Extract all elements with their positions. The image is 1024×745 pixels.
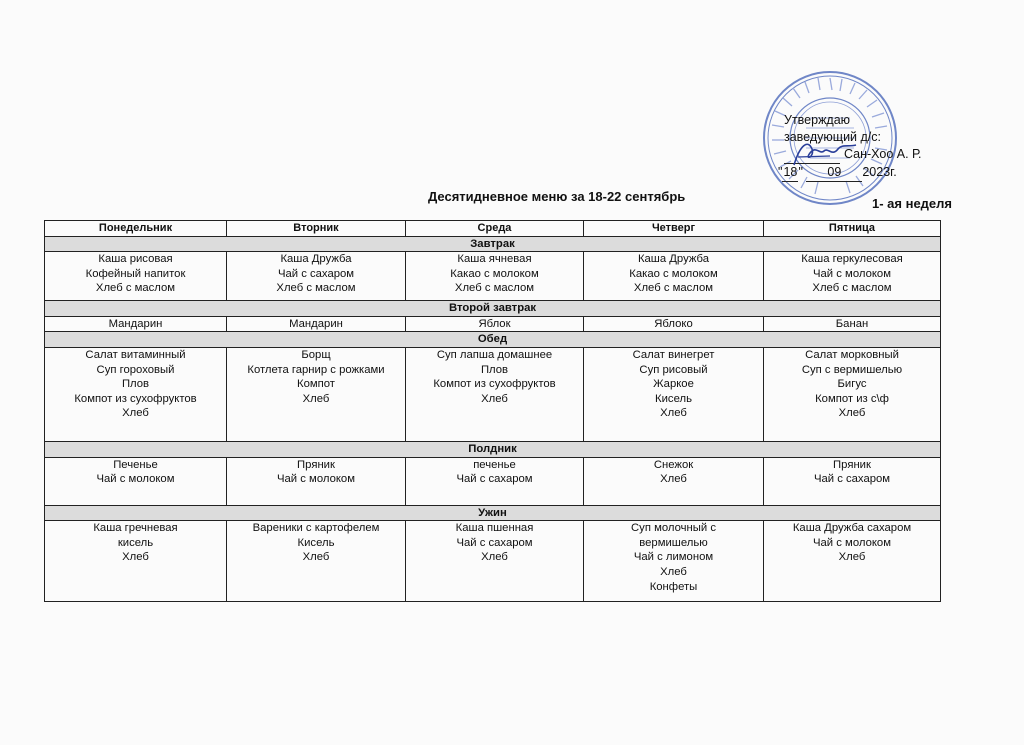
menu-table (44, 220, 941, 602)
menu-body (45, 236, 941, 602)
dish-item: кисель (117, 536, 154, 549)
meal-row (45, 347, 941, 441)
dish-item: Чай с лимоном (633, 551, 714, 564)
dish-item: Хлеб с маслом (454, 282, 535, 295)
dish-item: Чай с сахаром (813, 473, 891, 486)
dish-item: Кисель (655, 392, 692, 405)
dish-item: Какао с молоком (629, 267, 718, 280)
menu-cell-monday (45, 347, 227, 441)
dish-item: вермишелью (639, 536, 708, 549)
menu-cell-wednesday (406, 521, 584, 602)
days-header-row (45, 221, 941, 237)
approval-heading: Утверждаю (784, 113, 851, 127)
dish-item: Бигус (837, 378, 867, 391)
dish-item: Борщ (301, 348, 331, 361)
dish-item: Пряник (297, 458, 335, 471)
dish-item: Хлеб с маслом (633, 282, 714, 295)
section-header-row (45, 441, 941, 457)
dish-item: Компот из сухофруктов (433, 378, 556, 391)
dish-item: Котлета гарнир с рожками (247, 363, 385, 376)
menu-cell-tuesday (227, 457, 406, 505)
menu-cell-friday (764, 316, 941, 332)
dish-item: Чай с сахаром (456, 536, 533, 549)
dish-item: Хлеб (481, 551, 508, 564)
day-header-wednesday: Среда (406, 221, 584, 237)
approval-date-month: 09 (806, 164, 862, 182)
dish-item: Хлеб (302, 551, 330, 564)
approval-date-day: 18 (782, 164, 798, 182)
menu-cell-friday (764, 347, 941, 441)
dish-item: Каша Дружба сахаром (792, 522, 912, 535)
dish-item: Хлеб (838, 407, 866, 420)
dish-item: Чай с сахаром (456, 473, 533, 486)
day-header-monday: Понедельник (45, 221, 227, 237)
dish-item: Хлеб (122, 551, 149, 564)
menu-cell-wednesday (406, 347, 584, 441)
dish-item: Компот из с\ф (815, 392, 889, 405)
dish-item: Какао с молоком (450, 267, 539, 280)
dish-item: Каша ячневая (457, 253, 532, 266)
menu-cell-tuesday (227, 347, 406, 441)
dish-item: Конфеты (649, 580, 698, 593)
section-header-row (45, 505, 941, 521)
menu-cell-monday (45, 316, 227, 332)
section-title: Второй завтрак (45, 301, 941, 317)
day-header-friday: Пятница (764, 221, 941, 237)
dish-item: Хлеб с маслом (95, 282, 176, 295)
dish-item: Хлеб с маслом (276, 282, 356, 295)
menu-cell-thursday (584, 521, 764, 602)
dish-item: Плов (121, 378, 150, 391)
menu-cell-wednesday (406, 457, 584, 505)
dish-item: Суп рисовый (639, 363, 708, 376)
dish-item: Чай с молоком (96, 473, 175, 486)
dish-item: Хлеб (302, 392, 330, 405)
dish-item: Салат витаминный (85, 348, 186, 361)
menu-cell-tuesday (227, 252, 406, 301)
dish-item: Каша геркулесовая (801, 253, 903, 266)
dish-item: Яблок (478, 317, 511, 330)
dish-item: Хлеб (838, 551, 866, 564)
dish-item: Хлеб с маслом (812, 282, 892, 295)
dish-item: Чай с молоком (813, 267, 891, 280)
dish-item: Кофейный напиток (85, 267, 186, 280)
meal-row (45, 457, 941, 505)
menu-cell-thursday (584, 347, 764, 441)
dish-item: Компот (297, 378, 335, 391)
dish-item: печенье (473, 458, 516, 471)
approval-date-line: "18" 09 2023г. (778, 164, 944, 182)
menu-cell-friday (764, 457, 941, 505)
section-header-row (45, 236, 941, 252)
dish-item: Снежок (653, 458, 694, 471)
approver-name: Сан-Хоо А. Р. (844, 147, 922, 161)
dish-item: Каша Дружба (280, 253, 352, 266)
dish-item: Компот из сухофруктов (74, 392, 197, 405)
section-header-row (45, 332, 941, 348)
dish-item: Яблоко (654, 317, 693, 330)
menu-cell-thursday (584, 316, 764, 332)
dish-item: Жаркое (653, 378, 694, 391)
approval-date-year: 2023г. (862, 165, 897, 179)
dish-item: Чай с молоком (277, 473, 355, 486)
menu-cell-thursday (584, 457, 764, 505)
dish-item: Пряник (833, 458, 871, 471)
dish-item: Каша пшенная (455, 522, 534, 535)
approval-position: заведующий д/с: (784, 130, 881, 144)
dish-item: Банан (835, 317, 869, 330)
dish-item: Суп гороховый (96, 363, 175, 376)
section-title: Ужин (45, 505, 941, 521)
day-header-tuesday: Вторник (227, 221, 406, 237)
meal-row (45, 316, 941, 332)
dish-item: Суп молочный с (631, 522, 716, 535)
menu-cell-friday (764, 521, 941, 602)
menu-cell-monday (45, 457, 227, 505)
menu-cell-friday (764, 252, 941, 301)
dish-item: Чай с сахаром (277, 267, 355, 280)
meal-row (45, 521, 941, 602)
menu-cell-thursday (584, 252, 764, 301)
dish-item: Мандарин (108, 317, 163, 330)
menu-cell-wednesday (406, 252, 584, 301)
dish-item: Суп с вермишелью (801, 363, 903, 376)
dish-item: Салат винегрет (632, 348, 715, 361)
section-title: Полдник (45, 441, 941, 457)
dish-item: Каша рисовая (98, 253, 173, 266)
dish-item: Каша Дружба (637, 253, 710, 266)
dish-item: Хлеб (660, 565, 687, 578)
handwritten-signature (790, 135, 860, 171)
dish-item: Хлеб (481, 392, 508, 405)
dish-item: Суп лапша домашнее (436, 348, 553, 361)
menu-cell-tuesday (227, 316, 406, 332)
dish-item: Хлеб (660, 473, 687, 486)
dish-item: Плов (480, 363, 509, 376)
day-header-thursday: Четверг (584, 221, 764, 237)
meal-row (45, 252, 941, 301)
menu-cell-wednesday (406, 316, 584, 332)
menu-cell-tuesday (227, 521, 406, 602)
dish-item: Каша гречневая (93, 522, 178, 535)
week-label: 1- ая неделя (872, 196, 953, 211)
dish-item: Вареники с картофелем (252, 522, 380, 535)
dish-item: Хлеб (660, 407, 687, 420)
section-header-row (45, 301, 941, 317)
section-title: Завтрак (45, 236, 941, 252)
dish-item: Хлеб (122, 407, 149, 420)
dish-item: Чай с молоком (813, 536, 891, 549)
section-title: Обед (45, 332, 941, 348)
dish-item: Мандарин (289, 317, 343, 330)
dish-item: Кисель (297, 536, 335, 549)
dish-item: Печенье (113, 458, 158, 471)
menu-cell-monday (45, 252, 227, 301)
menu-cell-monday (45, 521, 227, 602)
page-title: Десятидневное меню за 18-22 сентябрь (428, 189, 686, 204)
dish-item: Салат морковный (805, 348, 899, 361)
